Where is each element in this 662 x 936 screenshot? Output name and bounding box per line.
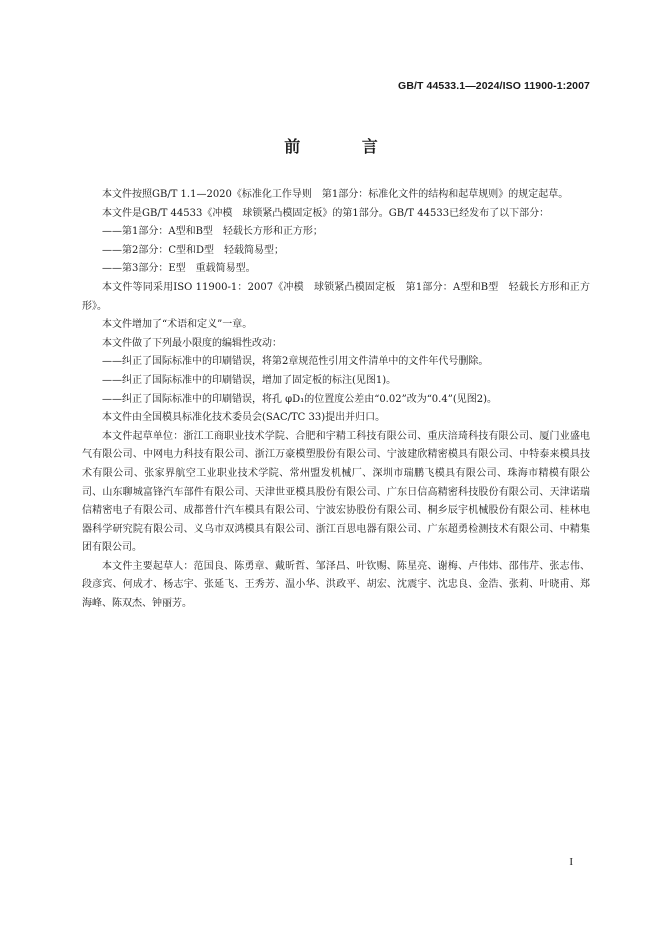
list-item: ——第1部分：A型和B型 轻载长方形和正方形； <box>102 226 323 238</box>
paragraph-proposer: 本文件由全国模具标准化技术委员会(SAC/TC 33)提出并归口。 <box>102 412 386 424</box>
paragraph-editorial-changes: 本文件做了下列最小限度的编辑性改动： <box>102 337 282 349</box>
list-item: ——纠正了国际标准中的印刷错误，将第2章规范性引用文件清单中的文件年代号删除。 <box>102 356 489 368</box>
page-title: 前 言 <box>284 137 406 156</box>
list-item: ——第3部分：E型 重载简易型。 <box>102 263 256 275</box>
paragraph-drafters: 本文件主要起草人：范国良、陈勇章、戴昕哲、邹泽昌、叶钦赐、陈星亮、谢梅、卢伟炜、邵伟芹、张志伟、段彦宾、何成才、杨志宇、张延飞、王秀芳、温小华、洪政平、胡宏、沈震宇、沈忠良、金浩、张莉、叶晓甫、郑海峰、陈双杰、钟丽芳。 <box>82 560 590 610</box>
paragraph-drafting-units: 本文件起草单位：浙江工商职业技术学院、合肥和宇精工科技有限公司、重庆涪琦科技有限公司、厦门业盛电气有限公司、中网电力科技有限公司、浙江万豪模塑股份有限公司、宁波建欣精密模具有限公司、中特泰来模具技术有限公司、张家界航空工业职业技术学院、常州盟发机械厂、深圳市瑞鹏飞模具有限公司、珠海市精模有限公司、山东聊城富锋汽车部件有限公司、天津世亚模具股份有限公司、广东日信高精密科技股份有限公司、天津诺瑞信精密电子有限公司、成都普什汽车模具有限公司、宁波宏协股份有限公司、桐乡辰宇机械股份有限公司、桂林电器科学研究院有限公司、义乌市双鸿模具有限公司、浙江百思电器有限公司、广东超勇检测技术有限公司、中精集团有限公司。 <box>82 430 590 554</box>
paragraph-iso-adoption: 本文件等同采用ISO 11900-1：2007《冲模 球锁紧凸模固定板 第1部分：A型和B型 轻载长方形和正方形》。 <box>82 281 590 312</box>
list-item: ——第2部分：C型和D型 轻载简易型； <box>102 244 285 256</box>
standard-code-header: GB/T 44533.1—2024/ISO 11900-1:2007 <box>398 80 590 92</box>
list-item: ——纠正了国际标准中的印刷错误，增加了固定板的标注(见图1)。 <box>102 374 397 386</box>
paragraph-drafting-rules: 本文件按照GB/T 1.1—2020《标准化工作导则 第1部分：标准化文件的结构和起草规则》的规定起草。 <box>102 189 569 200</box>
page-number: I <box>569 856 573 868</box>
editorial-changes-list <box>82 353 590 409</box>
list-item: ——纠正了国际标准中的印刷错误，将孔 φD₁的位置度公差由“0.02”改为“0.4”(见图2)。 <box>102 393 497 405</box>
paragraph-series-intro: 本文件是GB/T 44533《冲模 球锁紧凸模固定板》的第1部分。GB/T 44533已经发布了以下部分： <box>102 207 550 219</box>
foreword-body <box>82 186 590 614</box>
published-parts-list <box>82 223 590 279</box>
paragraph-added-chapter: 本文件增加了“术语和定义”一章。 <box>102 319 253 331</box>
